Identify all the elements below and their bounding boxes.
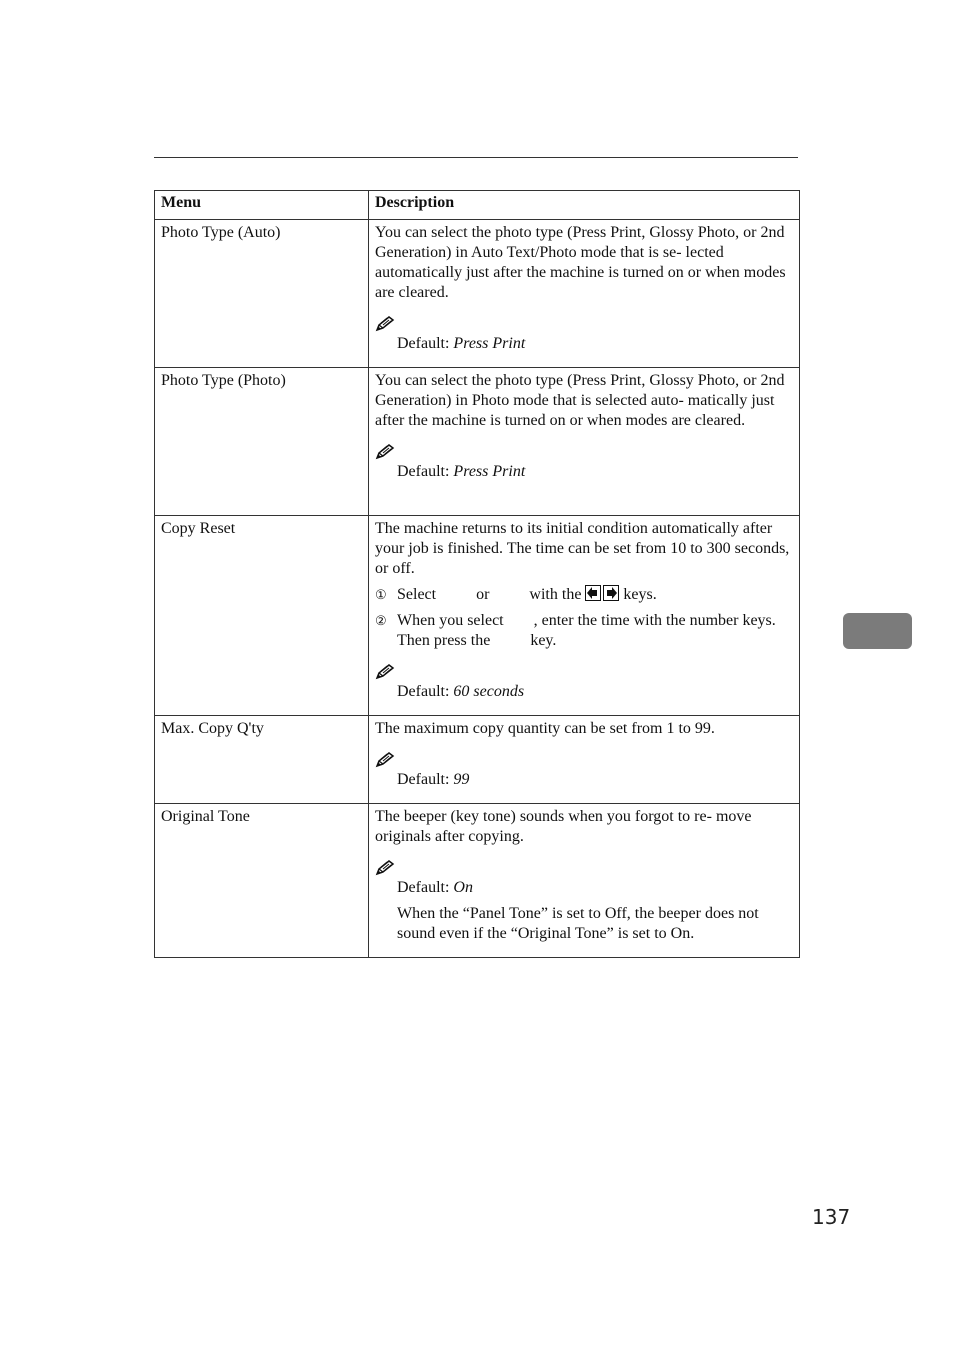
menu-cell: Photo Type (Photo) xyxy=(155,368,369,516)
menu-cell: Max. Copy Q'ty xyxy=(155,716,369,804)
table-row xyxy=(155,804,800,958)
pencil-note-icon xyxy=(375,663,397,681)
chapter-tab xyxy=(843,613,912,649)
step-text: Select xyxy=(397,586,437,603)
extra-note: When the “Panel Tone” is set to Off, the beeper does not sound even if the “Original Tone” is set to On. xyxy=(397,905,759,942)
default-value: Press Print xyxy=(453,335,526,352)
menu-cell: Photo Type (Auto) xyxy=(155,220,369,368)
step-number: ① xyxy=(375,587,387,602)
step-2 xyxy=(375,611,793,651)
menu-cell: Original Tone xyxy=(155,804,369,958)
description-text: The maximum copy quantity can be set from 1 to 99. xyxy=(375,720,715,737)
step-text: or xyxy=(476,586,490,603)
default-setting xyxy=(375,878,793,898)
left-right-arrow-keys-icon xyxy=(585,585,619,601)
pencil-note-icon xyxy=(375,315,397,333)
pencil-note-icon xyxy=(375,859,397,877)
default-label: Default: xyxy=(397,879,450,896)
default-value: On xyxy=(453,879,473,896)
default-value: 99 xyxy=(453,771,470,788)
step-text: with the xyxy=(529,586,582,603)
default-value: 60 seconds xyxy=(453,683,525,700)
pencil-note-icon xyxy=(375,751,397,769)
header-rule xyxy=(154,157,798,158)
pencil-note-icon xyxy=(375,443,397,461)
table-row xyxy=(155,716,800,804)
description-cell xyxy=(369,516,800,716)
description-cell xyxy=(369,220,800,368)
step-text: , enter the time with the number keys. Then press the xyxy=(397,612,776,649)
description-text: You can select the photo type (Press Print, Glossy Photo, or 2nd Generation) in Auto Text/Photo mode that is se- lected automatically just after the machine is turned on or when modes are cleared. xyxy=(375,224,786,301)
description-text: The machine returns to its initial condition automatically after your job is finished. The time can be set from 10 to 300 seconds, or off. xyxy=(375,520,790,577)
default-label: Default: xyxy=(397,463,450,480)
description-text: You can select the photo type (Press Print, Glossy Photo, or 2nd Generation) in Photo mode that is selected auto- matically just after the machine is turned on or when modes are cleared. xyxy=(375,372,785,429)
settings-table xyxy=(154,190,800,958)
menu-cell: Copy Reset xyxy=(155,516,369,716)
default-setting xyxy=(375,462,793,482)
default-label: Default: xyxy=(397,771,450,788)
table-row xyxy=(155,220,800,368)
step-1 xyxy=(375,585,793,605)
default-label: Default: xyxy=(397,335,450,352)
default-setting xyxy=(375,334,793,354)
description-cell xyxy=(369,368,800,516)
default-label: Default: xyxy=(397,683,450,700)
step-number: ② xyxy=(375,613,387,628)
step-text: When you select xyxy=(397,612,504,629)
description-cell xyxy=(369,716,800,804)
page-number: 137 xyxy=(812,1205,851,1229)
column-header-menu: Menu xyxy=(155,191,369,220)
column-header-description: Description xyxy=(369,191,800,220)
table-row xyxy=(155,368,800,516)
description-cell xyxy=(369,804,800,958)
description-text: The beeper (key tone) sounds when you forgot to re- move originals after copying. xyxy=(375,808,752,845)
default-setting xyxy=(375,770,793,790)
default-setting xyxy=(375,682,793,702)
step-text: key. xyxy=(530,632,557,649)
table-row xyxy=(155,516,800,716)
default-value: Press Print xyxy=(453,463,526,480)
step-text: keys. xyxy=(623,586,657,603)
table-header-row xyxy=(155,191,800,220)
